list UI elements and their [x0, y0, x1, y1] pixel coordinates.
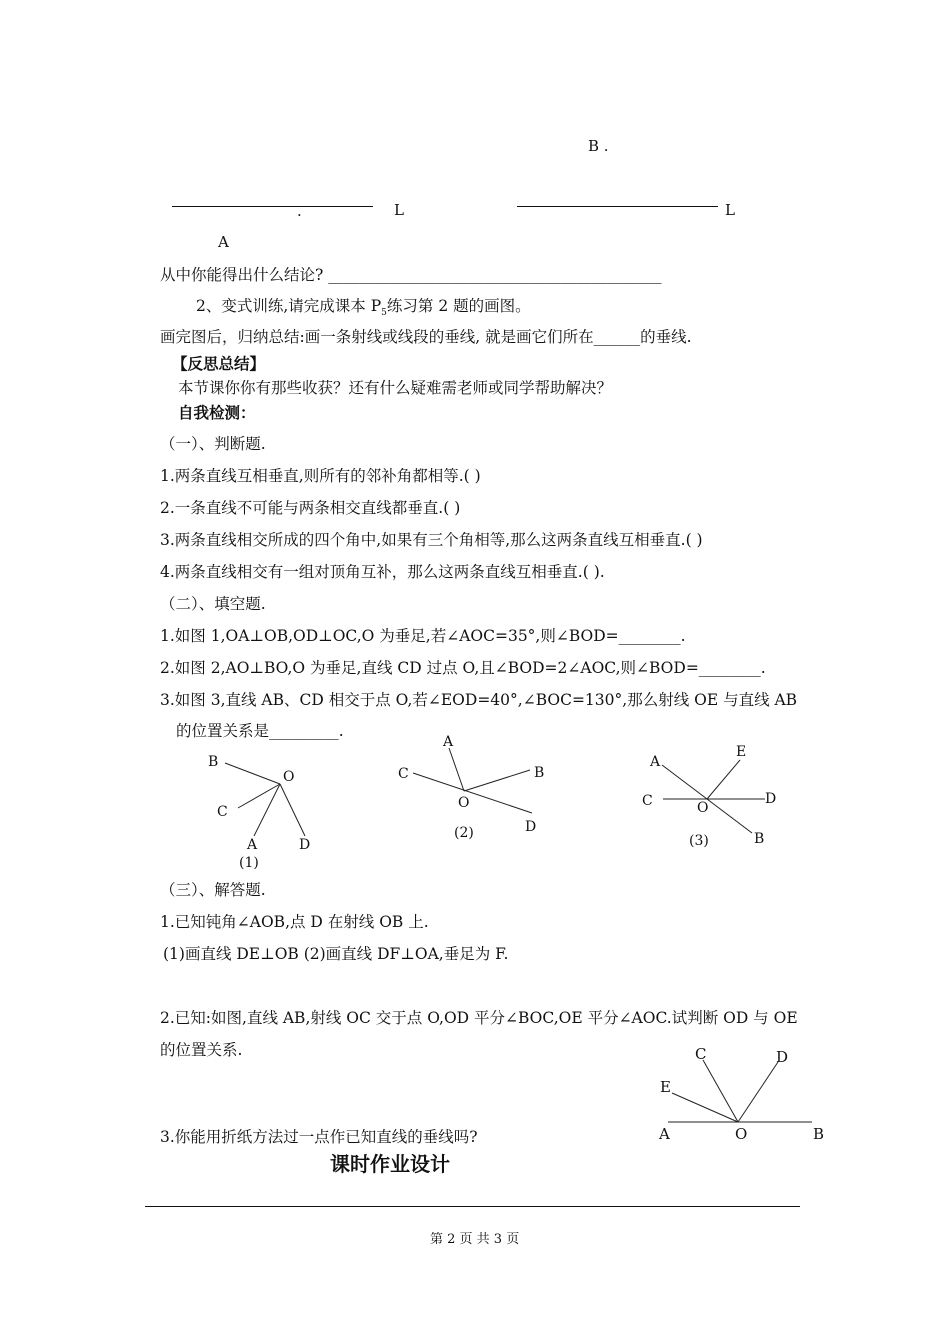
fig3-label-d: D — [765, 791, 777, 807]
figure-2-lines — [413, 748, 532, 813]
figure-4-lines — [668, 1060, 812, 1122]
fig3-caption: (3) — [689, 833, 709, 849]
drawing-summary: 画完图后，归纳总结:画一条射线或线段的垂线, 就是画它们所在______的垂线. — [160, 328, 692, 346]
point-b-label: B . — [588, 137, 609, 155]
conclusion-question: 从中你能得出什么结论? ___________________________________________ — [160, 266, 662, 284]
line-l-left — [172, 206, 373, 207]
judgment-1: 1.两条直线互相垂直,则所有的邻补角都相等.( ) — [160, 467, 481, 485]
fig2-label-b: B — [534, 765, 545, 781]
reflect-text: 本节课你你有那些收获？还有什么疑难需老师或同学帮助解决？ — [178, 379, 613, 397]
section-fill: （二）、填空题. — [160, 595, 266, 613]
fig2-label-a: A — [443, 734, 454, 750]
fig4-label-o: O — [735, 1125, 748, 1143]
fig2-label-d: D — [525, 819, 537, 835]
solve-1-parts: (1)画直线 DE⊥OB (2)画直线 DF⊥OA,垂足为 F. — [163, 945, 509, 963]
point-a-label: A — [218, 233, 229, 251]
solve-3: 3.你能用折纸方法过一点作已知直线的垂线吗? — [160, 1128, 478, 1146]
fig3-label-c: C — [642, 793, 653, 809]
solve-1: 1.已知钝角∠AOB,点 D 在射线 OB 上. — [160, 913, 429, 931]
homework-title: 课时作业设计 — [330, 1152, 450, 1176]
fig4-label-e: E — [660, 1078, 671, 1096]
section-solve: （三）、解答题. — [160, 881, 266, 899]
fig1-label-o: O — [283, 769, 295, 785]
figure-3-lines — [662, 760, 765, 833]
fill-2: 2.如图 2,AO⊥BO,O 为垂足,直线 CD 过点 O,且∠BOD=2∠AOC,则∠BOD=________. — [160, 659, 766, 677]
section-judgment: （一）、判断题. — [160, 435, 266, 453]
solve-2-line2: 的位置关系. — [160, 1041, 243, 1059]
self-test-heading: 自我检测： — [178, 404, 256, 422]
judgment-2: 2.一条直线不可能与两条相交直线都垂直.( ) — [160, 499, 461, 517]
judgment-3: 3.两条直线相交所成的四个角中,如果有三个角相等,那么这两条直线互相垂直.( ) — [160, 531, 703, 549]
line-l-label-left: L — [394, 201, 404, 219]
fig3-label-o: O — [697, 800, 709, 816]
judgment-4: 4.两条直线相交有一组对顶角互补，那么这两条直线互相垂直.( ). — [160, 563, 605, 581]
reflect-heading: 【反思总结】 — [172, 355, 266, 373]
page-number: 第 2 页 共 3 页 — [430, 1232, 520, 1247]
fig2-label-c: C — [398, 766, 409, 782]
fig2-caption: (2) — [454, 825, 474, 841]
footer-rule — [145, 1206, 800, 1207]
solve-2-line1: 2.已知:如图,直线 AB,射线 OC 交于点 O,OD 平分∠BOC,OE 平分∠AOC.试判断 OD 与 OE — [160, 1009, 798, 1027]
fig4-label-a: A — [659, 1125, 670, 1143]
fill-3-line1: 3.如图 3,直线 AB、CD 相交于点 O,若∠EOD=40°,∠BOC=130°,那么射线 OE 与直线 AB — [160, 691, 798, 709]
fig2-label-o: O — [458, 795, 470, 811]
fig1-caption: (1) — [239, 855, 259, 871]
fig4-label-c: C — [695, 1045, 707, 1063]
fig1-label-a: A — [247, 837, 258, 853]
fig4-label-d: D — [776, 1048, 789, 1066]
fill-3-line2: 的位置关系是_________. — [176, 722, 344, 740]
line-l-label-right: L — [725, 201, 735, 219]
line-l-right — [517, 206, 718, 207]
fig1-label-b: B — [208, 754, 219, 770]
fig3-label-e: E — [736, 744, 747, 760]
fig1-label-c: C — [217, 804, 228, 820]
variant-training: 2、变式训练,请完成课本 $P_5$练习第 2 题的画图。 — [196, 297, 531, 319]
fig1-label-d: D — [299, 837, 311, 853]
point-on-line: . — [297, 202, 302, 220]
fig3-label-a: A — [650, 754, 661, 770]
fig3-label-b: B — [754, 831, 765, 847]
fig4-label-b: B — [813, 1125, 825, 1143]
fill-1: 1.如图 1,OA⊥OB,OD⊥OC,O 为垂足,若∠AOC=35°,则∠BOD=________. — [160, 627, 686, 645]
